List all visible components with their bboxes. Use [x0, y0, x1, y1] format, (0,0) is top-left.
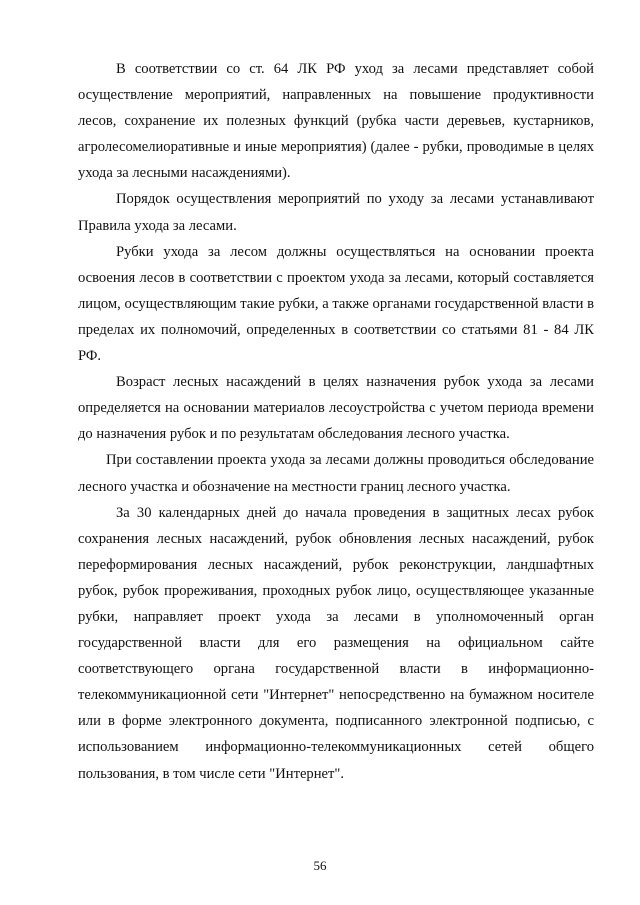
paragraph-stand-age: Возраст лесных насаждений в целях назначения рубок ухода за лесами определяется на основании материалов лесоустройства с учетом периода времени до назначения рубок и по результатам обследования лесного участка.	[78, 374, 594, 443]
paragraph-care-rules: Порядок осуществления мероприятий по уходу за лесами устанавливают Правила ухода за лесами.	[78, 191, 594, 234]
body-text	[78, 56, 594, 787]
paragraph-care-project: Рубки ухода за лесом должны осуществляться на основании проекта освоения лесов в соответствии с проектом ухода за лесами, который составляется лицом, осуществляющим такие рубки, а также органами государственной власти в пределах их полномочий, определенных в соответствии со статьями 81 - 84 ЛК РФ.	[78, 243, 594, 365]
paragraph-project-submission: За 30 календарных дней до начала проведения в защитных лесах рубок сохранения лесных насаждений, рубок обновления лесных насаждений, рубок переформирования лесных насаждений, рубок реконструкции, ландшафтных рубок, рубок прореживания, проходных рубок лицо, осуществляющее указанные рубки, направляет проект ухода за лесами в уполномоченный орган государственной власти для его размещения на официальном сайте соответствующего органа государственной власти в информационно-телекоммуникационной сети "Интернет" непосредственно на бумажном носителе или в форме электронного документа, подписанного электронной подписью, с использованием информационно-телекоммуникационных сетей общего пользования, в том числе сети "Интернет".	[78, 504, 594, 782]
paragraph-site-survey: При составлении проекта ухода за лесами должны проводиться обследование лесного участка и обозначение на местности границ лесного участка.	[78, 452, 594, 495]
paragraph-care-definition: В соответствии со ст. 64 ЛК РФ уход за лесами представляет собой осуществление мероприятий, направленных на повышение продуктивности лесов, сохранение их полезных функций (рубка части деревьев, кустарников, агролесомелиоративные и иные мероприятия) (далее - рубки, проводимые в целях ухода за лесными насаждениями).	[78, 61, 594, 182]
page-number: 56	[313, 858, 327, 873]
